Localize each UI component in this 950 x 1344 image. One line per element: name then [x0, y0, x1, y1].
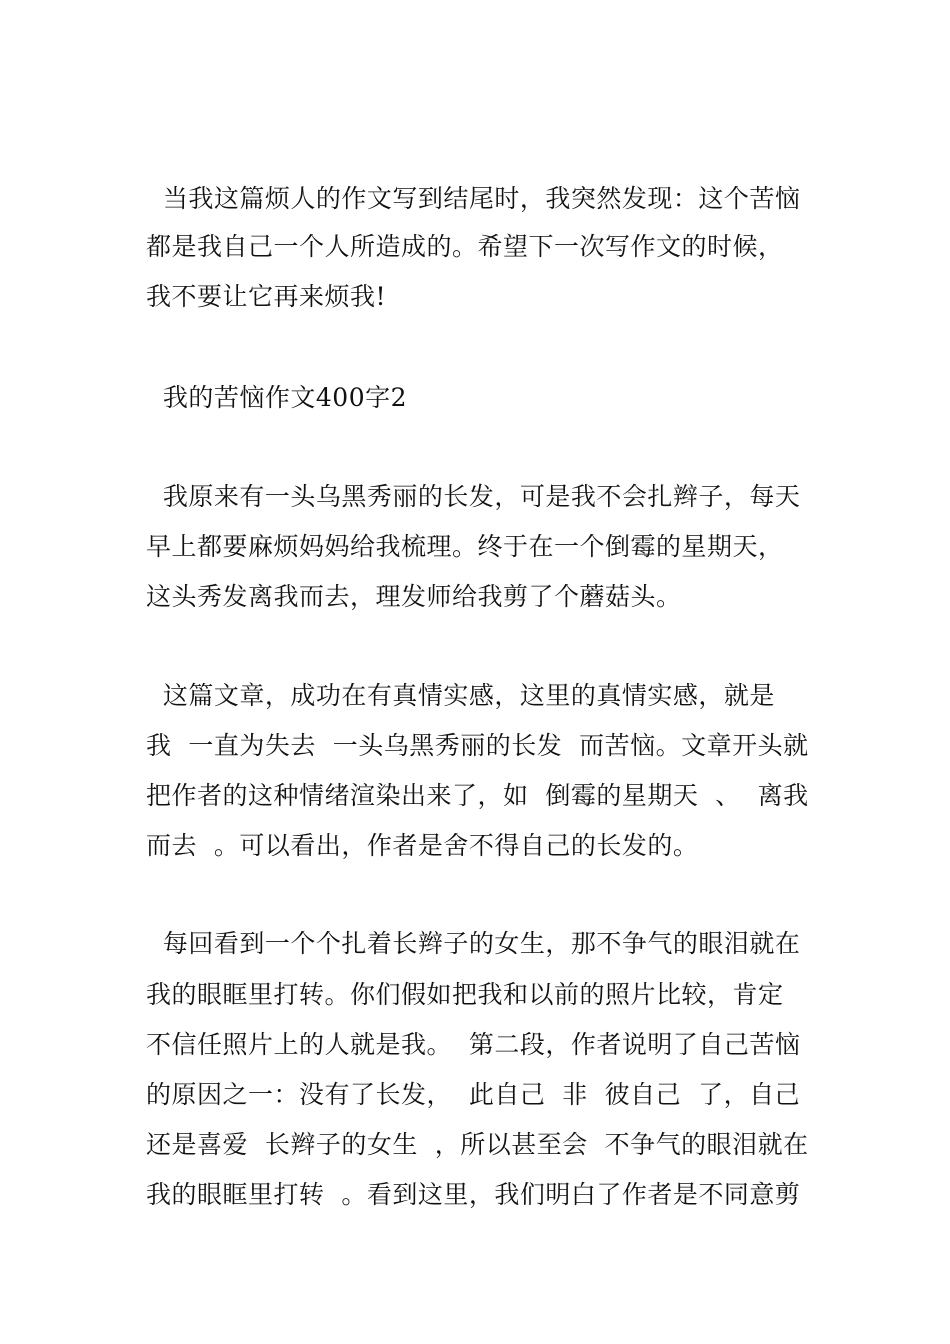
paragraph-line: 不信任照片上的人就是我。 第二段，作者说明了自己苦恼: [146, 1030, 801, 1059]
paragraph-line: 早上都要麻烦妈妈给我梳理。终于在一个倒霉的星期天，: [146, 532, 784, 561]
paragraph-line: 都是我自己一个人所造成的。希望下一次写作文的时候，: [146, 232, 784, 261]
paragraph-line: 我原来有一头乌黑秀丽的长发，可是我不会扎辫子，每天: [146, 482, 801, 511]
paragraph-line: 每回看到一个个扎着长辫子的女生，那不争气的眼泪就在: [146, 929, 801, 958]
paragraph-line: 而去 。可以看出，作者是舍不得自己的长发的。: [146, 831, 699, 860]
paragraph-line: 这头秀发离我而去，理发师给我剪了个蘑菇头。: [146, 582, 682, 611]
paragraph-line: 我 一直为失去 一头乌黑秀丽的长发 而苦恼。文章开头就: [146, 731, 809, 760]
paragraph-line: 把作者的这种情绪渲染出来了，如 倒霉的星期天 、 离我: [146, 781, 809, 810]
paragraph-line: 我不要让它再来烦我!: [146, 282, 387, 311]
section-heading: 我的苦恼作文400字2: [146, 383, 408, 412]
paragraph-line: 我的眼眶里打转 。看到这里，我们明白了作者是不同意剪: [146, 1180, 801, 1209]
paragraph-line: 当我这篇烦人的作文写到结尾时，我突然发现：这个苦恼: [146, 184, 801, 213]
paragraph-line: 我的眼眶里打转。你们假如把我和以前的照片比较，肯定: [146, 980, 784, 1009]
paragraph-line: 这篇文章，成功在有真情实感，这里的真情实感，就是: [146, 681, 775, 710]
paragraph-line: 还是喜爱 长辫子的女生 ，所以甚至会 不争气的眼泪就在: [146, 1130, 809, 1159]
paragraph-line: 的原因之一：没有了长发， 此自己 非 彼自己 了，自己: [146, 1080, 801, 1109]
